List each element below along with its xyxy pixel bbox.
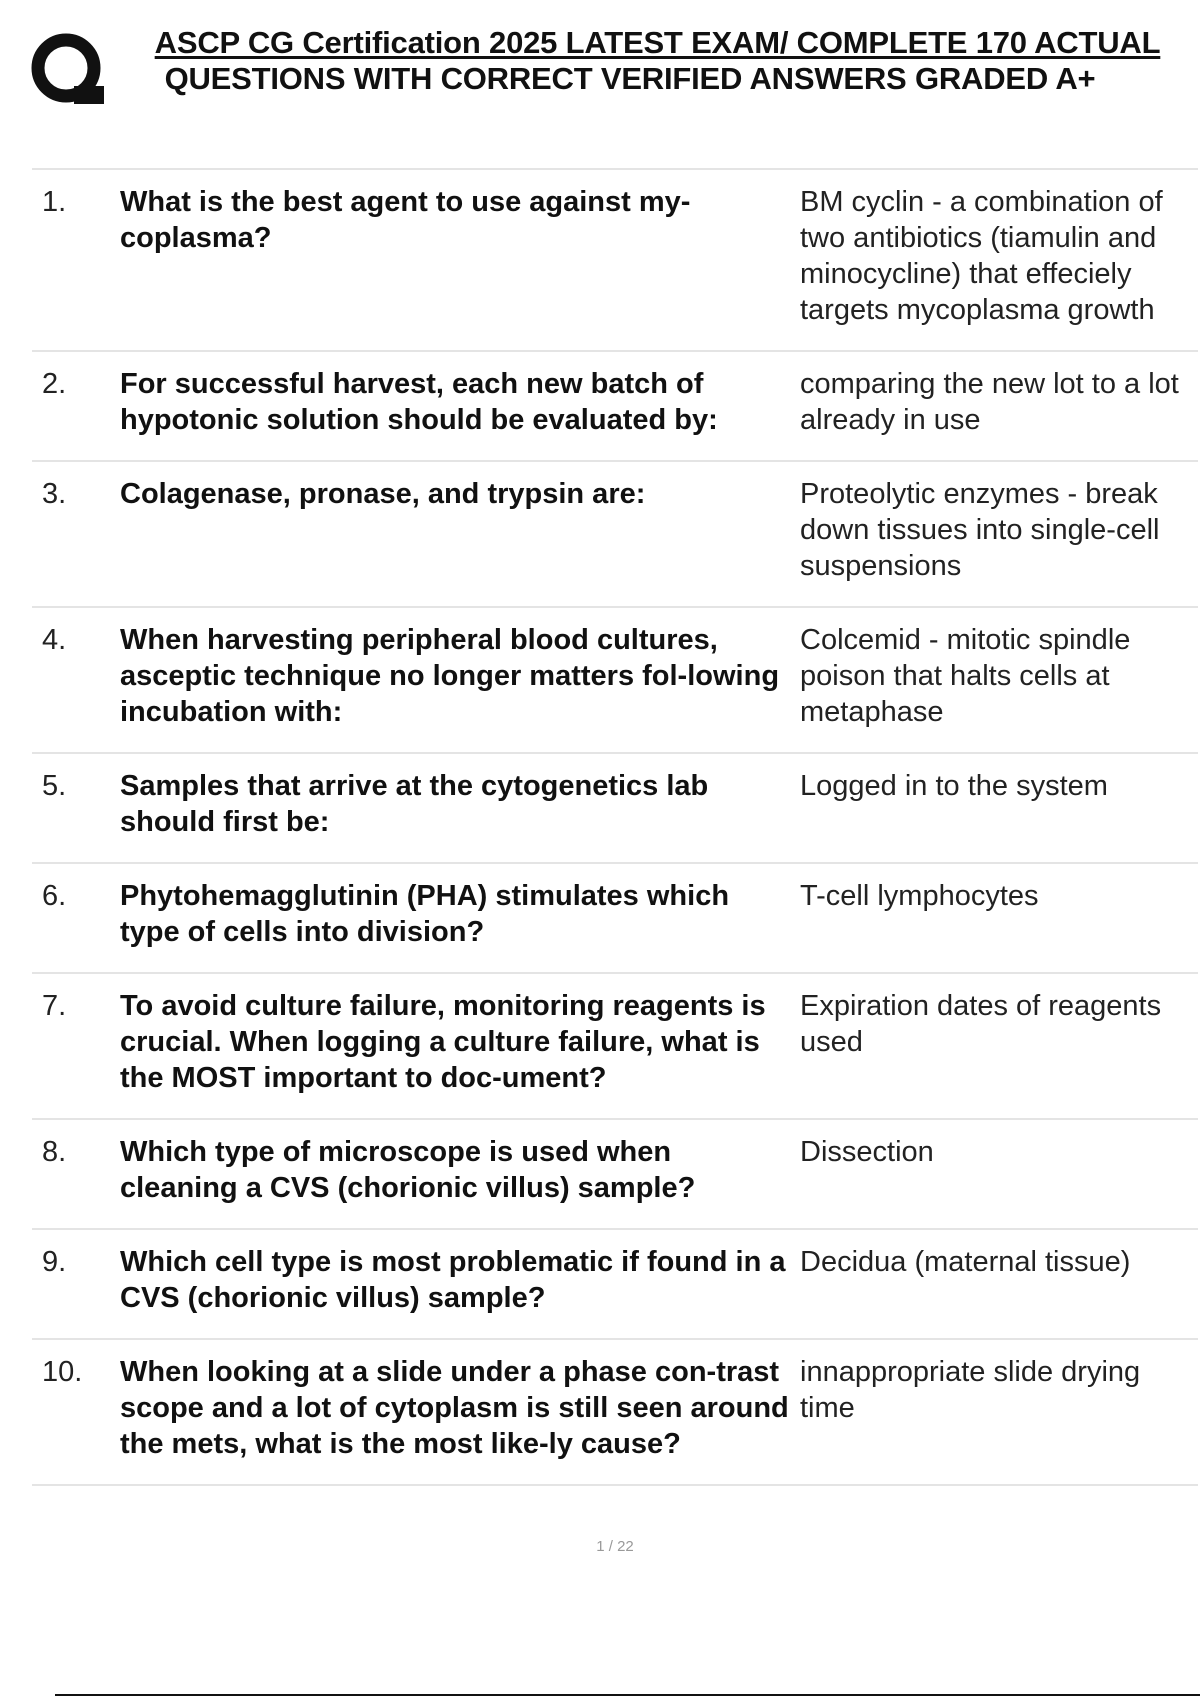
qa-row <box>32 462 1198 608</box>
question-text: Phytohemagglutinin (PHA) stimulates which type of cells into division? <box>120 880 730 948</box>
qa-table <box>32 168 1198 1486</box>
question-text: Samples that arrive at the cytogenetics lab should first be: <box>120 770 709 838</box>
question-number: 4. <box>42 624 67 656</box>
question-text: Which cell type is most problematic if found in a CVS (chorionic villus) sample? <box>120 1246 786 1314</box>
question-number: 6. <box>42 880 67 912</box>
qa-row <box>32 1120 1198 1230</box>
answer-text: Expiration dates of reagents used <box>800 990 1162 1058</box>
answer-text: T-cell lymphocytes <box>800 880 1039 912</box>
question-number: 1. <box>42 186 67 218</box>
question-text: Which type of microscope is used when cleaning a CVS (chorionic villus) sample? <box>120 1136 696 1204</box>
qa-row <box>32 864 1198 974</box>
qa-row <box>32 352 1198 462</box>
question-number: 9. <box>42 1246 67 1278</box>
question-number: 7. <box>42 990 67 1022</box>
question-number: 8. <box>42 1136 67 1168</box>
qa-row <box>32 608 1198 754</box>
page-indicator: 1 / 22 <box>596 1538 634 1555</box>
question-number: 10. <box>42 1356 83 1388</box>
question-text: When looking at a slide under a phase con-trast scope and a lot of cytoplasm is still seen around the mets, what is the most like-ly cause? <box>120 1356 789 1460</box>
title-line-2: QUESTIONS WITH CORRECT VERIFIED ANSWERS GRADED A+ <box>164 61 1096 96</box>
qa-row <box>32 754 1198 864</box>
answer-text: Logged in to the system <box>800 770 1108 802</box>
footer-divider <box>55 1694 1200 1696</box>
answer-text: Proteolytic enzymes - break down tissues into single-cell suspensions <box>800 478 1160 582</box>
question-text: When harvesting peripheral blood cultures, asceptic technique no longer matters fol-lowing incubation with: <box>120 624 780 728</box>
answer-text: Decidua (maternal tissue) <box>800 1246 1131 1278</box>
document-title <box>120 24 1195 96</box>
qa-row <box>32 974 1198 1120</box>
question-number: 3. <box>42 478 67 510</box>
question-text: What is the best agent to use against my-coplasma? <box>120 186 691 254</box>
question-text: To avoid culture failure, monitoring reagents is crucial. When logging a culture failure, what is the MOST important to doc-ument? <box>120 990 766 1094</box>
answer-text: BM cyclin - a combination of two antibiotics (tiamulin and minocycline) that effeciely targets mycoplasma growth <box>800 186 1163 326</box>
question-text: For successful harvest, each new batch of hypotonic solution should be evaluated by: <box>120 368 718 436</box>
title-line-1: ASCP CG Certification 2025 LATEST EXAM/ COMPLETE 170 ACTUAL <box>154 25 1161 60</box>
question-text: Colagenase, pronase, and trypsin are: <box>120 478 646 510</box>
answer-text: Dissection <box>800 1136 934 1168</box>
question-number: 2. <box>42 368 67 400</box>
qa-row <box>32 170 1198 352</box>
qa-row <box>32 1340 1198 1486</box>
answer-text: innappropriate slide drying time <box>800 1356 1141 1424</box>
answer-text: comparing the new lot to a lot already in use <box>800 368 1179 436</box>
answer-text: Colcemid - mitotic spindle poison that halts cells at metaphase <box>800 624 1131 728</box>
qa-row <box>32 1230 1198 1340</box>
question-number: 5. <box>42 770 67 802</box>
